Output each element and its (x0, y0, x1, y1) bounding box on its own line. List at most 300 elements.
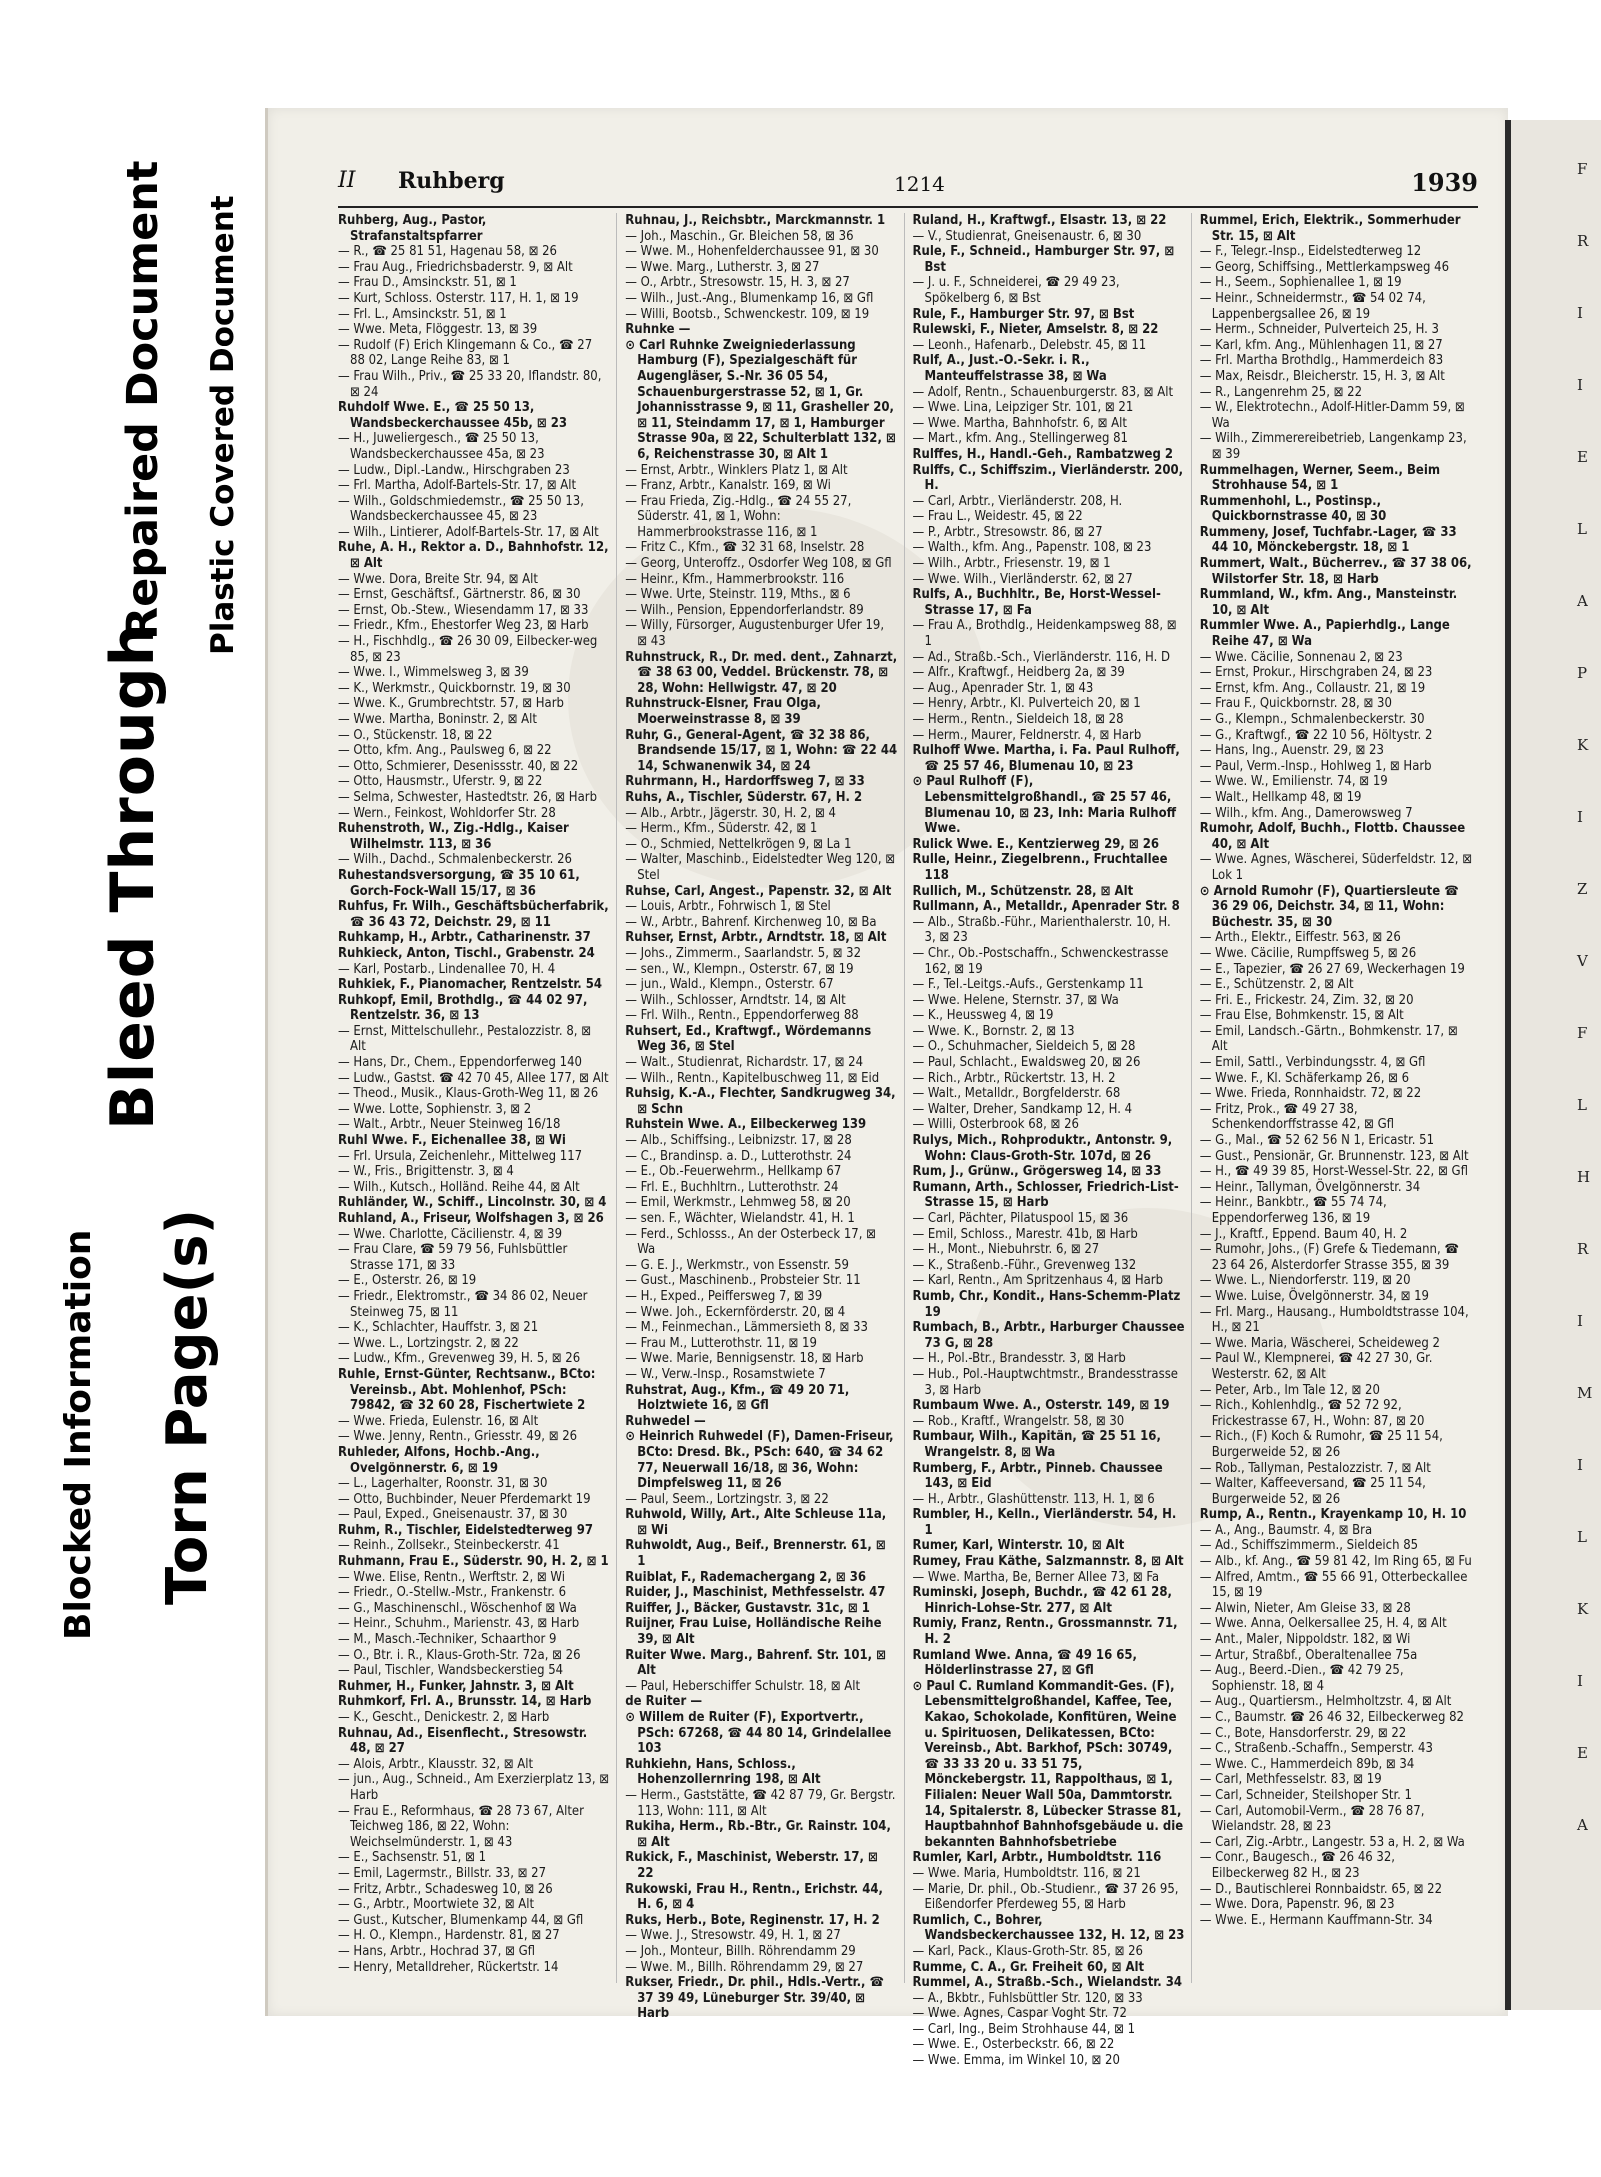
directory-entry: Rumler, Karl, Arbtr., Humboldtstr. 116 (912, 1850, 1162, 1866)
directory-entry: Ruider, J., Maschinist, Methfesselstr. 47 (625, 1585, 886, 1601)
directory-entry: — Wwe. I., Wimmelsweg 3, ⊠ 39 (338, 665, 529, 681)
directory-entry: Rulhoff Wwe. Martha, i. Fa. Paul Rulhoff, ☎ 25 57 46, Blumenau 10, ⊠ 23 (912, 743, 1180, 774)
directory-entry: — Wwe. Cäcilie, Sonnenau 2, ⊠ 23 (1199, 649, 1403, 665)
directory-entry: — O., Schuhmacher, Sieldeich 5, ⊠ 28 (912, 1039, 1136, 1055)
directory-entry: — H. O., Klempn., Hardenstr. 81, ⊠ 27 (338, 1928, 560, 1944)
directory-entry: — Franz, Arbtr., Kanalstr. 169, ⊠ Wi (625, 478, 831, 494)
directory-entry: — Heinr., Schneidermstr., ☎ 54 02 74, Lappenbergsallee 26, ⊠ 19 (1199, 290, 1426, 322)
directory-entry: — Wwe. Dora, Papenstr. 96, ⊠ 23 (1199, 1897, 1395, 1913)
directory-entry: — Carl, Ing., Beim Strohhause 44, ⊠ 1 (912, 2021, 1136, 2037)
directory-entry: Ruijner, Frau Luise, Holländische Reihe 39, ⊠ Alt (625, 1616, 882, 1648)
directory-entry: Rummeny, Josef, Tuchfabr.-Lager, ☎ 33 44 10, Mönckebergstr. 18, ⊠ 1 (1199, 524, 1457, 556)
directory-entry: — W., Fris., Brigittenstr. 3, ⊠ 4 (338, 1164, 514, 1180)
directory-entry: — Frl. Marg., Hausang., Humboldtstrasse 104, H., ⊠ 21 (1199, 1304, 1469, 1336)
directory-entry: — Rich., (F) Koch & Rumohr, ☎ 25 11 54, Burgerweide 52, ⊠ 26 (1199, 1429, 1443, 1460)
directory-entry: Rummler Wwe. A., Papierhdlg., Lange Reihe 47, ⊠ Wa (1199, 618, 1450, 650)
directory-entry: — Heinr., Bankbtr., ☎ 55 74 74, Eppendorferweg 136, ⊠ 19 (1199, 1195, 1387, 1226)
directory-page (265, 108, 1508, 2069)
directory-entry: — Alois, Arbtr., Klausstr. 32, ⊠ Alt (338, 1756, 534, 1772)
directory-entry: — Aug., Quartiersm., Helmholtzstr. 4, ⊠ Alt (1199, 1694, 1452, 1710)
directory-entry: — Wwe. Martha, Boninstr. 2, ⊠ Alt (338, 712, 538, 727)
adjacent-page-fragment: I (1577, 1456, 1583, 1474)
adjacent-page-fragment: E (1577, 448, 1588, 466)
directory-entry: — Wwe. L., Niendorferstr. 119, ⊠ 20 (1199, 1273, 1411, 1289)
directory-entry: — Frau M., Lutterothstr. 11, ⊠ 19 (625, 1335, 817, 1351)
directory-entry: — Carl, Zig.-Arbtr., Langestr. 53 a, H. 2, ⊠ Wa (1199, 1834, 1465, 1850)
directory-entry: — Otto, Schmierer, Desenissstr. 40, ⊠ 22 (338, 758, 579, 774)
directory-entry: — Walt., Arbtr., Neuer Steinweg 16/18 (338, 1117, 561, 1133)
directory-entry: — Paul, Seem., Lortzingstr. 3, ⊠ 22 (625, 1491, 829, 1507)
directory-entry: — Gust., Maschinenb., Probsteier Str. 11 (625, 1273, 861, 1289)
directory-entry: Ruhnke — (625, 322, 691, 338)
directory-entry: — Frau D., Amsinckstr. 51, ⊠ 1 (338, 275, 517, 291)
directory-entry: Rummert, Walt., Bücherrev., ☎ 37 38 06, Wilstorfer Str. 18, ⊠ Harb (1199, 556, 1472, 587)
directory-entry: — M., Feinmechan., Lämmersieth 8, ⊠ 33 (625, 1320, 868, 1336)
directory-entry: — Ant., Maler, Nippoldstr. 182, ⊠ Wi (1199, 1632, 1411, 1648)
directory-entry: — Aug., Apenrader Str. 1, ⊠ 43 (912, 680, 1094, 696)
directory-entry: — Wwe. Charlotte, Cäcilienstr. 4, ⊠ 39 (338, 1226, 563, 1242)
directory-entry: — Wwe. Marie, Bennigsenstr. 18, ⊠ Harb (625, 1351, 864, 1367)
directory-entry: — Emil, Schloss., Marestr. 41b, ⊠ Harb (912, 1226, 1138, 1242)
directory-entry: — Wwe. F., Kl. Schäferkamp 26, ⊠ 6 (1199, 1070, 1410, 1086)
directory-entry: — Wern., Feinkost, Wohldorfer Str. 28 (338, 805, 556, 821)
directory-entry: — Max, Reisdr., Bleicherstr. 15, H. 3, ⊠ Alt (1199, 368, 1445, 384)
directory-entry: — Louis, Arbtr., Fohrwisch 1, ⊠ Stel (625, 899, 831, 915)
directory-entry: — Heinr., Kfm., Hammerbrookstr. 116 (625, 571, 845, 587)
directory-entry: — E., Osterstr. 26, ⊠ 19 (338, 1273, 477, 1289)
directory-entry: — Ernst, Arbtr., Winklers Platz 1, ⊠ Alt (625, 462, 848, 478)
directory-entry: — Willi, Bootsb., Schwenckestr. 109, ⊠ 19 (625, 306, 870, 322)
directory-entry: Ruland, H., Kraftwgf., Elsastr. 13, ⊠ 22 (912, 213, 1167, 228)
directory-entry: Ruhenstroth, W., Zig.-Hdlg., Kaiser Wilhelmstr. 113, ⊠ 36 (338, 821, 569, 852)
directory-entry: — J. u. F., Schneiderei, ☎ 29 49 23, Spökelberg 6, ⊠ Bst (912, 275, 1120, 306)
adjacent-page-fragment: R (1577, 1240, 1589, 1258)
directory-entry: Rumann, Arth., Schlosser, Friedrich-List-Strasse 15, ⊠ Harb (912, 1179, 1179, 1211)
directory-entry: — Frau Clare, ☎ 59 79 56, Fuhlsbüttler Strasse 171, ⊠ 33 (338, 1242, 568, 1273)
directory-entry: — C., Bote, Hansdorferstr. 29, ⊠ 22 (1199, 1725, 1407, 1741)
directory-entry: — Frau Frieda, Zig.-Hdlg., ☎ 24 55 27, Süderstr. 41, ⊠ 1, Wohn: Hammerbrookstrasse 116, ⊠ 1 (625, 493, 852, 540)
directory-entry: — Wwe. Helene, Sternstr. 37, ⊠ Wa (912, 992, 1119, 1008)
adjacent-page-fragment: R (1577, 232, 1589, 250)
directory-entry: — Emil, Werkmstr., Lehmweg 58, ⊠ 20 (625, 1195, 851, 1211)
directory-entry: — Walter, Kaffeeversand, ☎ 25 11 54, Burgerweide 52, ⊠ 26 (1199, 1476, 1426, 1507)
directory-entry: — Carl, Arbtr., Vierländerstr. 208, H. (912, 493, 1123, 509)
directory-entry: — Frau Aug., Friedrichsbaderstr. 9, ⊠ Alt (338, 259, 573, 275)
directory-entry: — Leonh., Hafenarb., Delebstr. 45, ⊠ 11 (912, 337, 1147, 353)
directory-entry: Ruhnstruck, R., Dr. med. dent., Zahnarzt, ☎ 38 63 00, Veddel. Brückenstr. 78, ⊠ 28, Wohn: Hellwigstr. 47, ⊠ 20 (625, 649, 898, 696)
directory-entry: Rukiha, Herm., Rb.-Btr., Gr. Rainstr. 104, ⊠ Alt (625, 1819, 891, 1850)
directory-entry: Rumbach, B., Arbtr., Harburger Chaussee 73 G, ⊠ 28 (912, 1320, 1185, 1351)
directory-entry: — Wilh., Rentn., Kapitelbuschweg 11, ⊠ Eid (625, 1070, 880, 1086)
directory-entry: — C., Brandinsp. a. D., Lutterothstr. 24 (625, 1148, 852, 1164)
directory-entry: Rummland, W., kfm. Ang., Mansteinstr. 10, ⊠ Alt (1199, 587, 1458, 618)
directory-entry: — Wwe. Martha, Bahnhofstr. 6, ⊠ Alt (912, 415, 1127, 431)
directory-entry: — Wwe. W., Emilienstr. 74, ⊠ 19 (1199, 774, 1388, 790)
directory-entry: Ruhleder, Alfons, Hochb.-Ang., Ovelgönnerstr. 6, ⊠ 19 (338, 1444, 540, 1476)
directory-entry: — Joh., Monteur, Billh. Röhrendamm 29 (625, 1943, 856, 1959)
directory-entry: — Selma, Schwester, Hastedtstr. 26, ⊠ Harb (338, 789, 597, 805)
directory-entry: Ruhse, Carl, Angest., Papenstr. 32, ⊠ Alt (625, 883, 892, 899)
directory-entry: — G., Mal., ☎ 52 62 56 N 1, Ericastr. 51 (1199, 1133, 1435, 1149)
directory-entry: — Wwe. Frieda, Eulenstr. 16, ⊠ Alt (338, 1413, 539, 1429)
directory-entry: — Rich., Kohlenhdlg., ☎ 52 72 92, Frickestrasse 67, H., Wohn: 87, ⊠ 20 (1199, 1398, 1425, 1429)
directory-entry: — Wilh., Dachd., Schmalenbeckerstr. 26 (338, 852, 572, 868)
directory-entry: — Carl, Schneider, Steilshoper Str. 1 (1199, 1787, 1412, 1803)
directory-entry: — Wilh., Lintierer, Adolf-Bartels-Str. 17, ⊠ Alt (338, 524, 599, 540)
directory-entry: — R., Langenrehm 25, ⊠ 22 (1199, 384, 1363, 400)
directory-entry: — G., Kraftwgf., ☎ 22 10 56, Höltystr. 2 (1199, 727, 1433, 743)
directory-entry: Ruhm, R., Tischler, Eidelstedterweg 97 (338, 1522, 594, 1538)
directory-entry: Rulffs, C., Schiffszim., Vierländerstr. 200, H. (912, 462, 1184, 494)
directory-entry: — Wwe. M., Hohenfelderchaussee 91, ⊠ 30 (625, 244, 879, 260)
directory-entry: — H., Exped., Peiffersweg 7, ⊠ 39 (625, 1288, 823, 1304)
directory-entry: — Wwe. Joh., Eckernförderstr. 20, ⊠ 4 (625, 1304, 846, 1320)
directory-entry: — F., Telegr.-Insp., Eidelstedterweg 12 (1199, 244, 1422, 260)
directory-entry: — Paul, Tischler, Wandsbeckerstieg 54 (338, 1663, 564, 1679)
directory-entry: — K., Schlachter, Hauffstr. 3, ⊠ 21 (338, 1320, 539, 1336)
directory-entry: — Herm., Schneider, Pulverteich 25, H. 3 (1199, 322, 1439, 338)
directory-entry: — Wwe. Lotte, Sophienstr. 3, ⊠ 2 (338, 1101, 532, 1117)
directory-entry: — Alb., Straßb.-Führ., Marienthalerstr. 10, H. 3, ⊠ 23 (912, 914, 1171, 946)
directory-entry: — Ferd., Schlosss., An der Osterbeck 17, ⊠ Wa (625, 1226, 876, 1258)
warning-blocked-information: Blocked Information (58, 1229, 99, 1640)
directory-entry: Ruhrmann, H., Hardorffsweg 7, ⊠ 33 (625, 774, 865, 790)
directory-entry: Rulewski, F., Nieter, Amselstr. 8, ⊠ 22 (912, 322, 1159, 338)
directory-entry: — Henry, Arbtr., Kl. Pulverteich 20, ⊠ 1 (912, 696, 1141, 712)
directory-entry: — Walth., kfm. Ang., Papenstr. 108, ⊠ 23 (912, 540, 1152, 556)
directory-entry: — H., Mont., Niebuhrstr. 6, ⊠ 27 (912, 1242, 1100, 1258)
directory-entry: — K., Werkmstr., Quickbornstr. 19, ⊠ 30 (338, 680, 571, 696)
directory-entry: Rukick, F., Maschinist, Weberstr. 17, ⊠ 22 (625, 1850, 878, 1881)
directory-entry: Rulf, A., Just.-O.-Sekr. i. R., Manteuffelstrasse 38, ⊠ Wa (912, 353, 1107, 384)
directory-entry: Ruhwoldt, Aug., Beif., Brennerstr. 61, ⊠ 1 (625, 1538, 886, 1570)
directory-entry: — G., Arbtr., Moortwiete 32, ⊠ Alt (338, 1897, 535, 1913)
directory-entry: — sen., W., Klempn., Osterstr. 67, ⊠ 19 (625, 961, 854, 977)
adjacent-page-fragment: L (1577, 520, 1587, 538)
directory-entry: — Herm., Maurer, Feldnerstr. 4, ⊠ Harb (912, 727, 1142, 743)
directory-entry: — J., Kraftf., Eppend. Baum 40, H. 2 (1199, 1226, 1408, 1242)
directory-entry: — Frl. L., Amsinckstr. 51, ⊠ 1 (338, 306, 507, 322)
directory-entry: — Johs., Zimmerm., Saarlandstr. 5, ⊠ 32 (625, 945, 862, 961)
directory-entry: — K., Heussweg 4, ⊠ 19 (912, 1008, 1054, 1024)
directory-entry: Ruhmer, H., Funker, Jahnstr. 3, ⊠ Alt (338, 1678, 574, 1694)
directory-entry: — Wwe. Maria, Wäscherei, Scheideweg 2 (1199, 1335, 1440, 1351)
adjacent-page-fragment: I (1577, 376, 1583, 394)
directory-entry: — H., ☎ 49 39 85, Horst-Wessel-Str. 22, ⊠ Gfl (1199, 1164, 1468, 1180)
directory-entry: — Artur, Straßbf., Oberaltenallee 75a (1199, 1647, 1418, 1663)
directory-entry: — L., Lagerhalter, Roonstr. 31, ⊠ 30 (338, 1476, 548, 1492)
column-3 (912, 213, 1192, 2069)
directory-entry: Ruhmann, Frau E., Süderstr. 90, H. 2, ⊠ 1 (338, 1554, 609, 1570)
directory-entry: Ruks, Herb., Bote, Reginenstr. 17, H. 2 (625, 1912, 880, 1928)
directory-entry: — Emil, Landsch.-Gärtn., Bohmkenstr. 17, ⊠ Alt (1199, 1023, 1458, 1055)
directory-entry: — jun., Aug., Schneid., Am Exerzierplatz 13, ⊠ Harb (338, 1772, 610, 1803)
directory-entry: ⊙ Heinrich Ruhwedel (F), Damen-Friseur, BCto: Dresd. Bk., PSch: 640, ☎ 34 62 77, Neuerwall 16/18, ⊠ 36, Wohn: Dimpfelsweg 11, ⊠ 26 (625, 1429, 894, 1492)
directory-entry: — Friedr., Elektromstr., ☎ 34 86 02, Neuer Steinweg 75, ⊠ 11 (338, 1288, 588, 1320)
directory-entry: — C., Baumstr. ☎ 26 46 32, Eilbeckerweg 82 (1199, 1710, 1464, 1725)
directory-entry: — sen. F., Wächter, Wielandstr. 41, H. 1 (625, 1211, 855, 1226)
directory-entry: — Rob., Kraftf., Wrangelstr. 58, ⊠ 30 (912, 1413, 1125, 1429)
adjacent-page-fragment: K (1577, 736, 1589, 754)
directory-entry: — Aug., Beerd.-Dien., ☎ 42 79 25, Sophienstr. 18, ⊠ 4 (1199, 1663, 1404, 1694)
directory-entry: — Fritz C., Kfm., ☎ 32 31 68, Inselstr. 28 (625, 540, 865, 556)
directory-entry: de Ruiter — (625, 1694, 703, 1710)
adjacent-page-fragment: I (1577, 1672, 1583, 1690)
page-header (338, 164, 1478, 204)
directory-entry: — Joh., Maschin., Gr. Bleichen 58, ⊠ 36 (625, 228, 854, 244)
directory-entry: ⊙ Paul C. Rumland Kommandit-Ges. (F), Lebensmittelgroßhandel, Kaffee, Tee, Kakao, Schokolade, Konfitüren, Weine u. Spirituosen, Delikatessen, BCto: Vereinsb., Abt. Barkhof, PSch: 30749, ☎ 33 33 20 u. 33 51 75, Mönckebergstr. 11, Rappolthaus, ⊠ 1, Filialen: Neuer Wall 50a, Dammtorstr. 14, Spitalerstr. 8, Lübecker Strasse 81, Hauptbahnhof Bahnhofsgebäude u. die bekannten Bahnhofsbetriebe (912, 1678, 1184, 1850)
directory-entry: — Gust., Pensionär, Gr. Brunnenstr. 123, ⊠ Alt (1199, 1148, 1469, 1164)
directory-entry: Ruhr, G., General-Agent, ☎ 32 38 86, Brandsende 15/17, ⊠ 1, Wohn: ☎ 22 44 14, Schwanenwik 34, ⊠ 24 (625, 727, 898, 774)
directory-entry: — P., Arbtr., Stresowstr. 86, ⊠ 27 (912, 524, 1103, 540)
directory-entry: — Fritz, Arbtr., Schadesweg 10, ⊠ 26 (338, 1881, 553, 1897)
directory-entry: Ruhl Wwe. F., Eichenallee 38, ⊠ Wi (338, 1133, 566, 1149)
directory-entry: Ruhkieck, Anton, Tischl., Grabenstr. 24 (338, 945, 595, 961)
directory-entry: — O., Btr. i. R., Klaus-Groth-Str. 72a, ⊠ 26 (338, 1647, 581, 1663)
directory-entry: ⊙ Paul Rulhoff (F), Lebensmittelgroßhandl., ☎ 25 57 46, Blumenau 10, ⊠ 23, Inh: Maria Rulhoff Wwe. (912, 774, 1177, 837)
directory-entry: Rumbaur, Wilh., Kapitän, ☎ 25 51 16, Wrangelstr. 8, ⊠ Wa (912, 1429, 1161, 1460)
directory-entry: — K., Gescht., Denickestr. 2, ⊠ Harb (338, 1710, 550, 1725)
directory-entry: — O., Arbtr., Stresowstr. 15, H. 3, ⊠ 27 (625, 275, 850, 291)
directory-entry: — A., Ang., Baumstr. 4, ⊠ Bra (1199, 1522, 1373, 1538)
directory-entry: Rump, A., Rentn., Krayenkamp 10, H. 10 (1199, 1507, 1467, 1523)
directory-entry: Rulys, Mich., Rohproduktr., Antonstr. 9, Wohn: Claus-Groth-Str. 107d, ⊠ 26 (912, 1133, 1173, 1164)
directory-entry: — W., Arbtr., Bahrenf. Kirchenweg 10, ⊠ Ba (625, 914, 877, 930)
directory-entry: — Ernst, Geschäftsf., Gärtnerstr. 86, ⊠ 30 (338, 587, 581, 603)
directory-entry: — Frau E., Reformhaus, ☎ 28 73 67, Alter Teichweg 186, ⊠ 22, Wohn: Weichselmünderstr. 1, ⊠ 43 (338, 1803, 584, 1850)
directory-entry: ⊙ Carl Ruhnke Zweigniederlassung Hamburg (F), Spezialgeschäft für Augengläser, S.-Nr. 36 05 54, Schauenburgerstrasse 52, ⊠ 1, Gr. Johannisstrasse 9, ⊠ 11, Grasheller 20, ⊠ 11, Steindamm 17, ⊠ 1, Hamburger Strasse 90a, ⊠ 22, Schulterblatt 132, ⊠ 6, Reichenstrasse 30, ⊠ Alt 1 (625, 337, 896, 462)
directory-entry: — H., Seem., Sophienallee 1, ⊠ 19 (1199, 275, 1402, 291)
directory-entry: — Otto, kfm. Ang., Paulsweg 6, ⊠ 22 (338, 743, 552, 759)
directory-entry: Ruhnstruck-Elsner, Frau Olga, Moerweinstrasse 8, ⊠ 39 (625, 696, 821, 727)
directory-entry: — Henry, Metalldreher, Rückertstr. 14 (338, 1959, 559, 1975)
directory-entry: — E., Ob.-Feuerwehrm., Hellkamp 67 (625, 1164, 842, 1180)
directory-entry: — Walt., Hellkamp 48, ⊠ 19 (1199, 789, 1362, 805)
directory-entry: Ruhstrat, Aug., Kfm., ☎ 49 20 71, Holztwiete 16, ⊠ Gfl (625, 1382, 850, 1414)
warning-torn-pages: Torn Page(s) (155, 1208, 220, 1605)
directory-entry: — Fritz, Prok., ☎ 49 27 38, Schenkendorffstrasse 42, ⊠ Gfl (1199, 1101, 1394, 1133)
directory-entry: — W., Verw.-Insp., Rosamstwiete 7 (625, 1366, 826, 1382)
adjacent-page-edge (1505, 120, 1601, 2010)
directory-entry: — C., Straßenb.-Schaffn., Semperstr. 43 (1199, 1741, 1433, 1757)
directory-entry: Rumlich, C., Bohrer, Wandsbeckerchaussee 132, H. 12, ⊠ 23 (912, 1912, 1185, 1944)
directory-entry: — Alwin, Nieter, Am Gleise 33, ⊠ 28 (1199, 1600, 1411, 1616)
directory-entry: — Wwe. Luise, Övelgönnerstr. 34, ⊠ 19 (1199, 1288, 1429, 1304)
directory-entry: — G., Klempn., Schmalenbeckerstr. 30 (1199, 712, 1425, 727)
directory-entry: Ruhwold, Willy, Art., Alte Schleuse 11a, ⊠ Wi (625, 1507, 887, 1538)
directory-entry: Ruhkiek, F., Pianomacher, Rentzelstr. 54 (338, 977, 603, 993)
column-4 (1200, 213, 1478, 1983)
directory-entry: — Carl, Automobil-Verm., ☎ 28 76 87, Wielandstr. 28, ⊠ 23 (1199, 1803, 1425, 1835)
directory-entry: Rukowski, Frau H., Rentn., Erichstr. 44, H. 6, ⊠ 4 (625, 1881, 883, 1913)
directory-entry: — Wwe. Agnes, Caspar Voght Str. 72 (912, 2006, 1127, 2022)
directory-entry: — Wwe. Elise, Rentn., Werftstr. 2, ⊠ Wi (338, 1569, 565, 1585)
directory-entry: Rumbler, H., Kelln., Vierländerstr. 54, H. 1 (912, 1507, 1177, 1538)
directory-entry: — Ludw., Kfm., Grevenweg 39, H. 5, ⊠ 26 (338, 1351, 581, 1367)
directory-entry: — Emil, Lagermstr., Billstr. 33, ⊠ 27 (338, 1865, 547, 1881)
running-head-name: Ruhberg (398, 168, 505, 194)
directory-entry: — Paul, Verm.-Insp., Hohlweg 1, ⊠ Harb (1199, 758, 1432, 774)
directory-entry: — Chr., Ob.-Postschaffn., Schwenckestrasse 162, ⊠ 19 (912, 945, 1169, 977)
directory-entry: Rummel, Erich, Elektrik., Sommerhuder Str. 15, ⊠ Alt (1199, 213, 1461, 244)
directory-entry: — Wilh., Kutsch., Holländ. Reihe 44, ⊠ Alt (338, 1179, 580, 1195)
adjacent-page-fragment: L (1577, 1096, 1587, 1114)
directory-entry: — Wwe. Lina, Leipziger Str. 101, ⊠ 21 (912, 400, 1134, 416)
directory-entry: — Hans, Arbtr., Hochrad 37, ⊠ Gfl (338, 1943, 536, 1959)
directory-entry: Ruhsert, Ed., Kraftwgf., Wördemanns Weg 36, ⊠ Stel (625, 1023, 872, 1055)
directory-entry: Ruiffer, J., Bäcker, Gustavstr. 31c, ⊠ 1 (625, 1600, 870, 1616)
directory-entry: — Wwe. K., Bornstr. 2, ⊠ 13 (912, 1023, 1075, 1039)
directory-entry: — Alfr., Kraftwgf., Heidberg 2a, ⊠ 39 (912, 665, 1125, 681)
adjacent-page-fragment: P (1577, 664, 1588, 682)
directory-entry: — Wwe. Martha, Be, Berner Allee 73, ⊠ Fa (912, 1569, 1160, 1585)
directory-entry: Ruhland, A., Friseur, Wolfshagen 3, ⊠ 26 (338, 1211, 604, 1226)
directory-entry: — Carl, Pächter, Pilatuspool 15, ⊠ 36 (912, 1211, 1129, 1226)
directory-entry: Rullmann, A., Metalldr., Apenrader Str. 8 (912, 899, 1180, 915)
column-1 (338, 213, 617, 1983)
column-2 (625, 213, 904, 2022)
directory-entry: — Ludw., Dipl.-Landw., Hirschgraben 23 (338, 462, 570, 478)
directory-entry: Rumer, Karl, Winterstr. 10, ⊠ Alt (912, 1538, 1125, 1554)
directory-entry: — H., Juweliergesch., ☎ 25 50 13, Wandsbeckerchaussee 45a, ⊠ 23 (338, 431, 545, 462)
directory-entry: — Hans, Ing., Auenstr. 29, ⊠ 23 (1199, 743, 1384, 759)
directory-entry: — D., Bautischlerei Ronnbaidstr. 65, ⊠ 22 (1199, 1881, 1443, 1897)
directory-entry: — Rob., Tallyman, Pestalozzistr. 7, ⊠ Alt (1199, 1460, 1431, 1476)
directory-entry: — Ernst, kfm. Ang., Collaustr. 21, ⊠ 19 (1199, 680, 1426, 696)
warning-bleed-through: Bleed Through (98, 622, 168, 1130)
header-rule (338, 206, 1478, 208)
directory-entry: — H., Arbtr., Glashüttenstr. 113, H. 1, ⊠ 6 (912, 1491, 1155, 1507)
directory-entry: — Herm., Kfm., Süderstr. 42, ⊠ 1 (625, 821, 818, 837)
adjacent-page-fragment: L (1577, 1528, 1587, 1546)
directory-entry: — E., Tapezier, ☎ 26 27 69, Weckerhagen 19 (1199, 961, 1465, 977)
directory-entry: Ruhle, Ernst-Günter, Rechtsanw., BCto: Vereinsb., Abt. Mohlenhof, PSch: 79842, ☎ 32 60 28, Fischertwiete 2 (338, 1366, 596, 1414)
directory-entry: — Frl. Martha, Adolf-Bartels-Str. 17, ⊠ Alt (338, 478, 577, 494)
directory-entry: — Herm., Rentn., Sieldeich 18, ⊠ 28 (912, 712, 1124, 727)
directory-entry: — Heinr., Tallyman, Övelgönnerstr. 34 (1199, 1179, 1421, 1195)
directory-entry: — Wwe. Emma, im Winkel 10, ⊠ 20 (912, 2053, 1120, 2069)
adjacent-page-fragment: F (1577, 160, 1588, 178)
directory-entry: — Wwe. Maria, Humboldtstr. 116, ⊠ 21 (912, 1865, 1141, 1881)
directory-entry: Ruhkamp, H., Arbtr., Catharinenstr. 37 (338, 930, 591, 946)
directory-entry: — Emil, Sattl., Verbindungsstr. 4, ⊠ Gfl (1199, 1055, 1426, 1071)
directory-entry: — Theod., Musik., Klaus-Groth-Weg 11, ⊠ 26 (338, 1086, 599, 1102)
directory-entry: — Rich., Arbtr., Rückertstr. 13, H. 2 (912, 1070, 1116, 1086)
directory-entry: — Karl, Pack., Klaus-Groth-Str. 85, ⊠ 26 (912, 1943, 1143, 1959)
warning-repaired-document: Repaired Document (118, 160, 168, 640)
directory-entry: ⊙ Willem de Ruiter (F), Exportvertr., PSch: 67268, ☎ 44 80 14, Grindelallee 103 (625, 1710, 892, 1757)
directory-entry: — Frl. Ursula, Zeichenlehr., Mittelweg 117 (338, 1148, 583, 1164)
directory-entry: — Ernst, Ob.-Stew., Wiesendamm 17, ⊠ 33 (338, 602, 589, 618)
directory-entry: Rulfs, A., Buchhltr., Be, Horst-Wessel-Strasse 17, ⊠ Fa (912, 587, 1161, 618)
directory-entry: — Walter, Maschinb., Eidelstedter Weg 120, ⊠ Stel (625, 852, 896, 883)
directory-entry: — Ludw., Gastst. ☎ 42 70 45, Allee 177, ⊠ Alt (338, 1070, 609, 1086)
directory-entry: Ruhkopf, Emil, Brothdlg., ☎ 44 02 97, Rentzelstr. 36, ⊠ 13 (338, 992, 588, 1024)
directory-year: 1939 (1411, 168, 1478, 197)
directory-entry: Rulffes, H., Handl.-Geh., Rambatzweg 2 (912, 446, 1174, 462)
directory-entry: — Conr., Baugesch., ☎ 26 46 32, Eilbeckerweg 82 H., ⊠ 23 (1199, 1850, 1396, 1881)
directory-entry: — Wwe. E., Osterbeckstr. 66, ⊠ 22 (912, 2037, 1115, 2053)
directory-entry: — Wilh., Pension, Eppendorferlandstr. 89 (625, 602, 864, 618)
directory-entry: — Heinr., Schuhm., Marienstr. 43, ⊠ Harb (338, 1616, 580, 1632)
directory-entry: Rum, J., Grünw., Grögersweg 14, ⊠ 33 (912, 1164, 1162, 1180)
adjacent-page-fragment: E (1577, 1744, 1588, 1762)
directory-entry: — Wwe. J., Stresowstr. 49, H. 1, ⊠ 27 (625, 1928, 841, 1944)
directory-entry: Ruhwedel — (625, 1413, 706, 1429)
directory-entry: — Kurt, Schloss. Osterstr. 117, H. 1, ⊠ 19 (338, 290, 579, 306)
directory-entry: Rumb, Chr., Kondit., Hans-Schemm-Platz 19 (912, 1288, 1181, 1320)
directory-entry: — Wilh., Schlosser, Arndtstr. 14, ⊠ Alt (625, 992, 846, 1008)
directory-entry: — Alb., Arbtr., Jägerstr. 30, H. 2, ⊠ 4 (625, 805, 836, 821)
directory-entry: ⊙ Arnold Rumohr (F), Quartiersleute ☎ 36 29 06, Deichstr. 34, ⊠ 11, Wohn: Büchestr. 35, ⊠ 30 (1199, 883, 1459, 930)
directory-entry: Ruhkiehn, Hans, Schloss., Hohenzollernring 198, ⊠ Alt (625, 1756, 821, 1788)
directory-entry: Ruhsig, K.-A., Flechter, Sandkrugweg 34, ⊠ Schn (625, 1086, 896, 1117)
directory-entry: — Herm., Gaststätte, ☎ 42 87 79, Gr. Bergstr. 113, Wohn: 111, ⊠ Alt (625, 1787, 896, 1819)
directory-entry: — Friedr., Kfm., Ehestorfer Weg 23, ⊠ Harb (338, 618, 589, 634)
adjacent-page-fragment: I (1577, 808, 1583, 826)
directory-entry: Ruhfus, Fr. Wilh., Geschäftsbücherfabrik, ☎ 36 43 72, Deichstr. 29, ⊠ 11 (338, 899, 609, 930)
directory-entry: — Carl, Methfesselstr. 83, ⊠ 19 (1199, 1772, 1382, 1788)
directory-entry: Ruiter Wwe. Marg., Bahrenf. Str. 101, ⊠ Alt (625, 1647, 886, 1679)
directory-entry: — E., Schützenstr. 2, ⊠ Alt (1199, 977, 1354, 993)
directory-entry: — Wwe. Anna, Oelkersallee 25, H. 4, ⊠ Alt (1199, 1616, 1447, 1632)
directory-entry: — Ernst, Mittelschullehr., Pestalozzistr. 8, ⊠ Alt (338, 1023, 592, 1055)
directory-entry: — Wwe. C., Hammerdeich 89b, ⊠ 34 (1199, 1756, 1415, 1772)
directory-entry: — Wwe. M., Billh. Röhrendamm 29, ⊠ 27 (625, 1959, 864, 1975)
directory-entry: — Willy, Fürsorger, Augustenburger Ufer 19, ⊠ 43 (625, 618, 885, 650)
directory-entry: — W., Elektrotechn., Adolf-Hitler-Damm 59, ⊠ Wa (1199, 400, 1465, 431)
directory-entry: Ruhnau, J., Reichsbtr., Marckmannstr. 1 (625, 213, 886, 228)
directory-entry: — Ad., Schiffszimmerm., Sieldeich 85 (1199, 1538, 1419, 1554)
directory-entry: — Wwe. Marg., Lutherstr. 3, ⊠ 27 (625, 259, 820, 275)
directory-entry: — Paul, Heberschiffer Schulstr. 18, ⊠ Alt (625, 1678, 861, 1694)
directory-entry: Rule, F., Hamburger Str. 97, ⊠ Bst (912, 306, 1135, 322)
directory-entry: — Ad., Straßb.-Sch., Vierländerstr. 116, H. D (912, 649, 1171, 665)
directory-entry: Ruhs, A., Tischler, Süderstr. 67, H. 2 (625, 789, 863, 805)
warning-plastic-covered: Plastic Covered Document (205, 195, 241, 655)
directory-entry: — Wilh., Just.-Ang., Blumenkamp 16, ⊠ Gfl (625, 290, 874, 306)
directory-entry: — Rudolf (F) Erich Klingemann & Co., ☎ 27 88 02, Lange Reihe 83, ⊠ 1 (338, 337, 593, 369)
directory-entry: — Adolf, Rentn., Schauenburgerstr. 83, ⊠ Alt (912, 384, 1174, 400)
directory-entry: — Friedr., O.-Stellw.-Mstr., Frankenstr. 6 (338, 1585, 567, 1601)
directory-entry: — Fri. E., Frickestr. 24, Zim. 32, ⊠ 20 (1199, 992, 1414, 1008)
adjacent-page-fragment: Z (1577, 880, 1588, 898)
directory-entry: — Marie, Dr. phil., Ob.-Studienr., ☎ 37 26 95, Eißendorfer Pferdeweg 55, ⊠ Harb (912, 1881, 1179, 1913)
directory-entry: Ruhstein Wwe. A., Eilbeckerweg 139 (625, 1117, 867, 1133)
directory-entry: — M., Masch.-Techniker, Schaarthor 9 (338, 1632, 557, 1648)
directory-entry: — E., Sachsenstr. 51, ⊠ 1 (338, 1850, 487, 1866)
directory-entry: — Rumohr, Johs., (F) Grefe & Tiedemann, ☎ 23 64 26, Alsterdorfer Strasse 355, ⊠ 39 (1199, 1242, 1459, 1273)
directory-entry: Rummelhagen, Werner, Seem., Beim Strohhause 54, ⊠ 1 (1199, 462, 1441, 494)
directory-entry: — Wwe. Cäcilie, Rumpffsweg 5, ⊠ 26 (1199, 945, 1417, 961)
directory-entry: — V., Studienrat, Gneisenaustr. 6, ⊠ 30 (912, 228, 1142, 244)
directory-entry: Ruhländer, W., Schiff., Lincolnstr. 30, ⊠ 4 (338, 1195, 607, 1211)
directory-entry: Ruhdolf Wwe. E., ☎ 25 50 13, Wandsbeckerchaussee 45b, ⊠ 23 (338, 400, 568, 431)
directory-entry: — G. E. J., Werkmstr., von Essenstr. 59 (625, 1257, 849, 1273)
directory-entry: — Paul W., Klempnerei, ☎ 42 27 30, Gr. Westerstr. 62, ⊠ Alt (1199, 1351, 1433, 1382)
directory-entry: — G., Maschinenschl., Wöschenhof ⊠ Wa (338, 1600, 577, 1616)
directory-entry: — Walt., Studienrat, Richardstr. 17, ⊠ 24 (625, 1055, 864, 1071)
directory-entry: Ruhmkorf, Frl. A., Brunsstr. 14, ⊠ Harb (338, 1694, 592, 1710)
directory-entry: — Reinh., Zollsekr., Steinbeckerstr. 41 (338, 1538, 560, 1554)
directory-entry: — A., Bkbtr., Fuhlsbüttler Str. 120, ⊠ 33 (912, 1990, 1143, 2006)
page-number: 1214 (894, 172, 945, 196)
adjacent-page-fragment: V (1577, 952, 1588, 970)
adjacent-page-fragment: A (1577, 1816, 1588, 1834)
directory-entry: — Karl, Postarb., Lindenallee 70, H. 4 (338, 961, 556, 977)
directory-entry: Rukser, Friedr., Dr. phil., Hdls.-Vertr., ☎ 37 39 49, Lüneburger Str. 39/40, ⊠ Harb (625, 1975, 885, 2022)
directory-entry: — Frau L., Weidestr. 45, ⊠ 22 (912, 509, 1083, 525)
